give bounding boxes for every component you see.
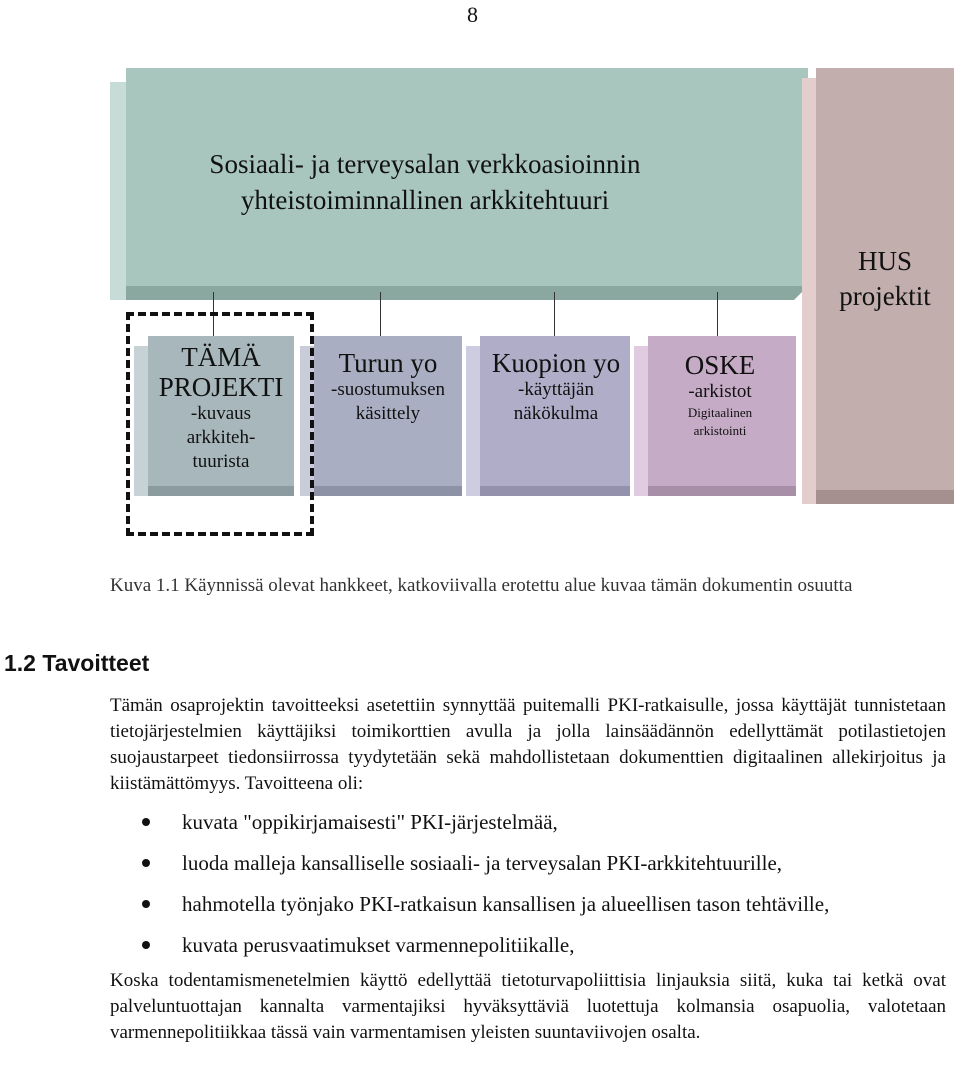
bullet-icon [142,900,150,908]
list-item-text: kuvata perusvaatimukset varmennepolitiikalle, [182,933,575,957]
box-text-line: käsittely [355,403,421,424]
box-bottom [648,486,796,496]
oske-text [644,350,796,440]
kuopio-text [476,348,636,426]
box-bottom [480,486,630,496]
box-text-line: -kuvaus [190,403,252,424]
list-item [130,931,950,972]
bullet-icon [142,818,150,826]
hus-label-line: projektit [839,281,931,311]
architecture-title [110,146,740,218]
list-item [130,890,950,931]
box-text-line: -käyttäjän [518,379,594,400]
box-text-line: arkkiteh- [186,427,256,448]
paragraph: Tämän osaprojektin tavoitteeksi asetettiin synnyttää puitemalli PKI-ratkaisulle, jossa käyttäjät tunnistetaan tietojärjestelmien käyttäjiksi toimikorttien avulla ja jolla lainsäädännön edellyttämät potilastietojen suojaustarpeet tiedonsiirrossa tyydytetään sekä mahdollistetaan dokumenttien digitaalinen allekirjoitus ja kiistämättömyys. Tavoitteena oli: [110,695,946,794]
list-item [130,849,950,890]
box-text-line: -suostumuksen [331,379,445,400]
box-text-line: -arkistot [688,381,752,402]
box-title-line: PROJEKTI [158,372,284,402]
connector-line [717,292,718,336]
box-text-line: tuurista [192,451,250,472]
hus-box-bottom [816,490,954,504]
box-bottom [314,486,462,496]
hus-box-side [802,78,816,504]
page-number: 8 [467,2,478,27]
list-item [130,808,950,849]
bullet-icon [142,941,150,949]
hus-label-line: HUS [857,246,912,276]
paragraph: Koska todentamismenetelmien käyttö edellyttää tietoturvapoliittisia linjauksia siitä, kuka tai ketkä ovat palveluntuottajan kannalta varmentajiksi hyväksyttäviä luotettuja kolmansia osapuolia, valotetaan varmennepolitiikkaa tässä vain varmentamisen yleisten suuntaviivojen osalta. [110,970,946,1043]
hus-projects-label [818,244,952,314]
architecture-title-line: yhteistoiminnallinen arkkitehtuuri [240,185,610,215]
list-item-text: kuvata "oppikirjamaisesti" PKI-järjestelmää, [182,810,558,834]
goal-list [130,808,950,972]
box-title-line: TÄMÄ [181,342,261,372]
dashed-selection-frame [126,312,314,536]
connector-line [380,292,381,336]
list-item-text: luoda malleja kansalliselle sosiaali- ja terveysalan PKI-arkkitehtuurille, [182,851,783,875]
section-heading: 1.2 Tavoitteet [4,650,150,676]
bullet-icon [142,859,150,867]
connector-line [554,292,555,336]
box-title-line: Kuopion yo [491,348,621,378]
architecture-box-bottom [126,286,808,300]
turku-text [314,348,462,426]
list-item-text: hahmotella työnjako PKI-ratkaisun kansallisen ja alueellisen tason tehtäville, [182,892,830,916]
box-title-line: OSKE [684,350,756,380]
figure-caption: Kuva 1.1 Käynnissä olevat hankkeet, katkoviivalla erotettu alue kuvaa tämän dokumentin osuutta [110,575,853,596]
box-small-line: Digitaalinen [687,405,753,420]
box-text-line: näkökulma [513,403,599,424]
architecture-title-line: Sosiaali- ja terveysalan verkkoasioinnin [209,149,641,179]
box-title-line: Turun yo [338,348,438,378]
box-small-line: arkistointi [693,423,747,438]
